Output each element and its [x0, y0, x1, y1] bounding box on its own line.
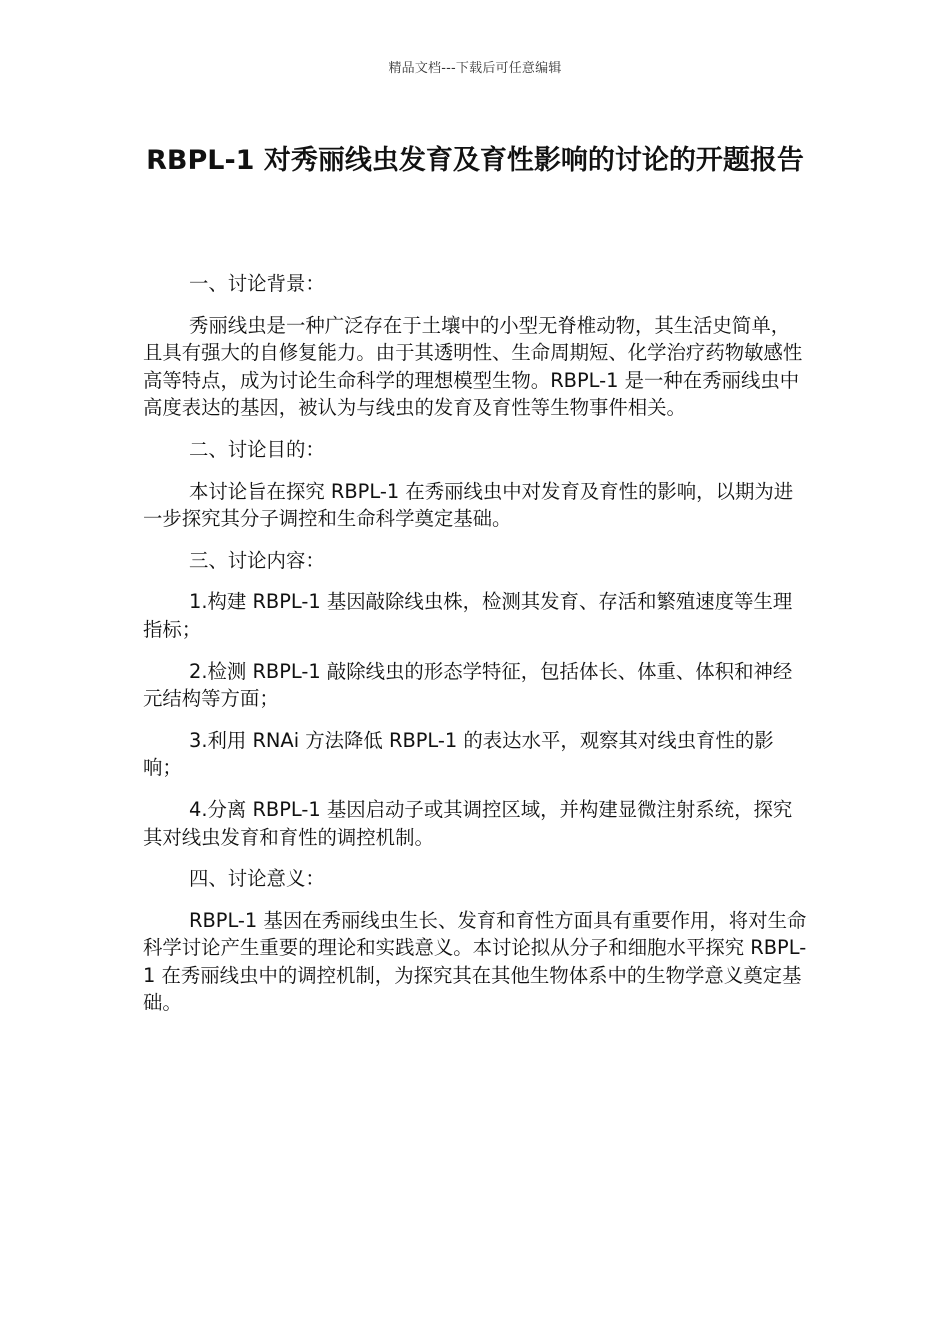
- list-item-content-1: 1.构建 RBPL-1 基因敲除线虫株，检测其发育、存活和繁殖速度等生理指标；: [143, 590, 793, 641]
- paragraph-significance: RBPL-1 基因在秀丽线虫生长、发育和育性方面具有重要作用，将对生命科学讨论产生重要的理论和实践意义。本讨论拟从分子和细胞水平探究 RBPL-1 在秀丽线虫中的调控机制，为探究其在其他生物体系中的生物学意义奠定基础。: [143, 908, 807, 1015]
- header-note: 精品文档---下载后可任意编辑: [388, 61, 562, 76]
- section-heading-purpose: 二、讨论目的：: [189, 437, 325, 461]
- section-heading-significance: 四、讨论意义：: [189, 867, 325, 891]
- list-item-content-4: 4.分离 RBPL-1 基因启动子或其调控区域，并构建显微注射系统，探究其对线虫发育和育性的调控机制。: [143, 797, 793, 849]
- section-heading-background: 一、讨论背景：: [189, 272, 325, 295]
- list-item-content-2: 2.检测 RBPL-1 敲除线虫的形态学特征，包括体长、体重、体积和神经元结构等方面；: [143, 659, 793, 711]
- page-title: RBPL-1 对秀丽线虫发育及育性影响的讨论的开题报告: [146, 145, 804, 176]
- section-heading-content: 三、讨论内容：: [189, 548, 325, 572]
- paragraph-background: 秀丽线虫是一种广泛存在于土壤中的小型无脊椎动物，其生活史简单，且具有强大的自修复能力。由于其透明性、生命周期短、化学治疗药物敏感性高等特点，成为讨论生命科学的理想模型生物。RBPL-1 是一种在秀丽线虫中高度表达的基因，被认为与线虫的发育及育性等生物事件相关。: [143, 313, 803, 420]
- list-item-content-3: 3.利用 RNAi 方法降低 RBPL-1 的表达水平，观察其对线虫育性的影响；: [143, 728, 774, 780]
- document-body: [143, 270, 808, 1031]
- paragraph-purpose: 本讨论旨在探究 RBPL-1 在秀丽线虫中对发育及育性的影响，以期为进一步探究其分子调控和生命科学奠定基础。: [143, 479, 794, 531]
